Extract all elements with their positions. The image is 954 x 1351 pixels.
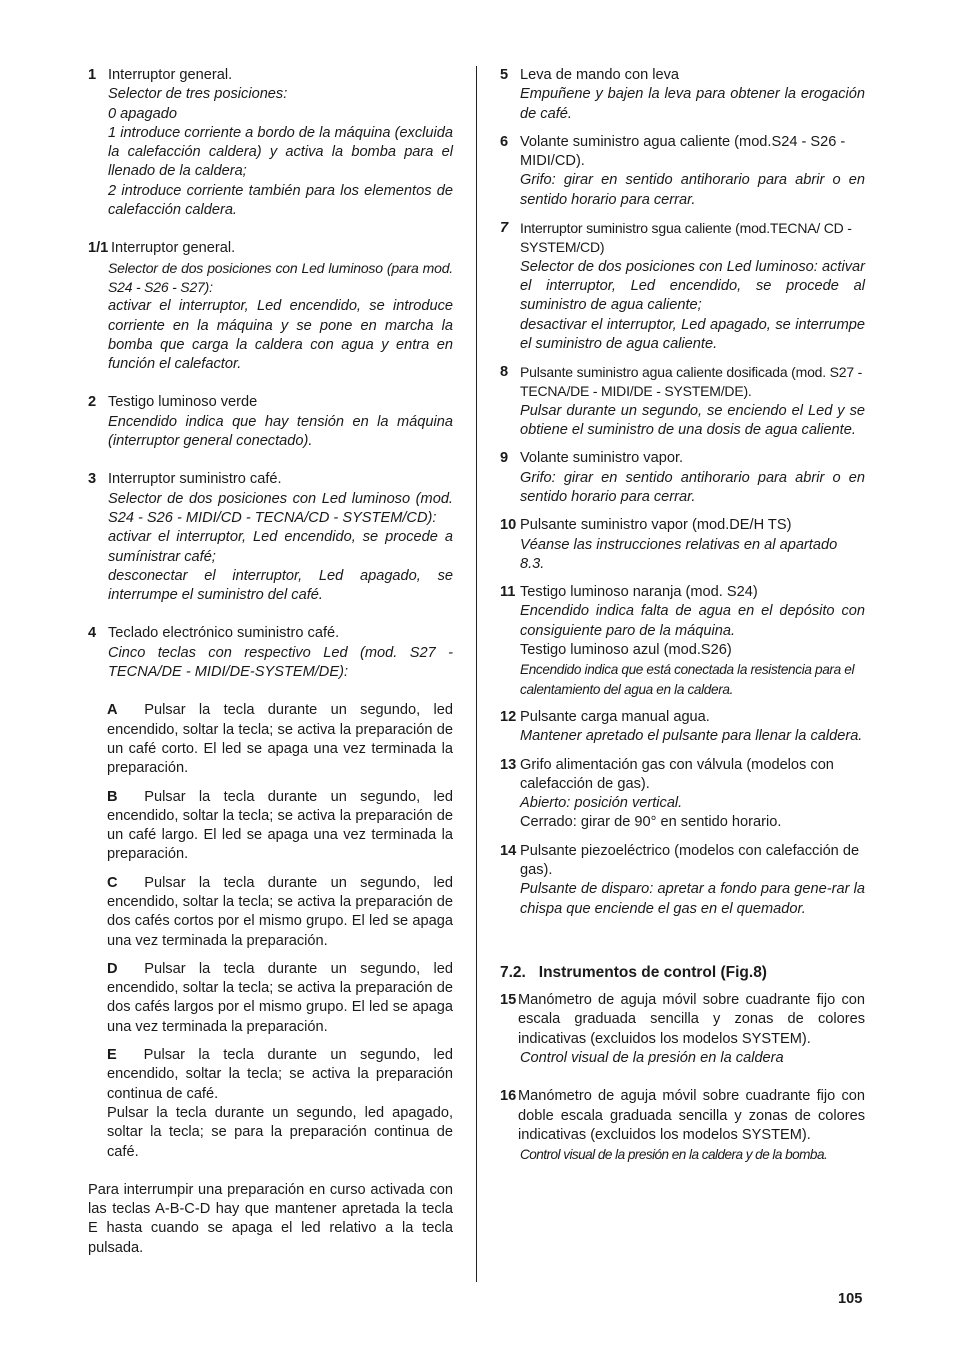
item-line: activar el interruptor, Led encendido, se introduce corriente en la máquina y se pone en marcha la bomba que carga la caldera con agua y entra en función el calefactor. (108, 298, 453, 373)
item-number: 6 (500, 133, 509, 150)
page-number: 105 (838, 1291, 863, 1307)
left-column (88, 66, 453, 1258)
key-description: Pulsar la tecla durante un segundo, led encendido, soltar la tecla; se activa la preparación de dos cafés cortos por el mismo grupo. El led se apaga una vez terminada la preparación. (107, 874, 454, 949)
item-line: 1 introduce corriente a bordo de la máquina (excluida la calefacción caldera) y activa la bomba para el llenado de la caldera; (108, 124, 453, 180)
item-line: Cerrado: girar de 90° en sentido horario. (520, 814, 782, 831)
item-title: Interruptor suministro sgua caliente (mod.TECNA/ CD - SYSTEM/CD) (520, 220, 852, 256)
right-column (500, 66, 865, 1165)
key-e (88, 1046, 453, 1162)
key-description: Pulsar la tecla durante un segundo, led encendido, soltar la tecla; se activa la preparación continua de café. (107, 1047, 454, 1102)
item-number: 8 (500, 364, 509, 381)
item-number: 2 (88, 394, 97, 411)
key-description: Pulsar la tecla durante un segundo, led apagado, soltar la tecla; se para la preparación continua de café. (107, 1104, 453, 1160)
closing-paragraph: Para interrumpir una preparación en curso activada con las teclas A-B-C-D hay que mantener apretada la tecla E hasta cuando se apaga el led relativo a la tecla pulsada. (88, 1181, 453, 1256)
item-title: Volante suministro agua caliente (mod.S24 - S26 - MIDI/CD). (520, 133, 846, 170)
item-line: Selector de dos posiciones con Led luminoso: activar el interruptor, Led encendido, se procede al suministro de agua caliente; (520, 258, 865, 314)
item-line: Selector de tres posiciones: (108, 86, 288, 103)
column-divider (476, 66, 477, 1282)
item-line: Empuñene y bajen la leva para obtener la erogación de café. (520, 86, 865, 122)
item-title: Manómetro de aguja móvil sobre cuadrante fijo con escala graduada sencilla y zonas de colores indicativas (excluidos los modelos SYSTEM). (518, 992, 865, 1047)
item-title: Testigo luminoso naranja (mod. S24) (520, 584, 758, 601)
item-line: activar el interruptor, Led encendido, se procede a sumínistrar café; (108, 529, 453, 565)
key-letter: A (107, 702, 118, 719)
item-1 (88, 66, 453, 220)
item-line: Pulsar durante un segundo, se enciendo el Led y se obtiene el suministro de una dosis de agua caliente. (520, 402, 865, 439)
item-number: 4 (88, 625, 97, 642)
item-14 (500, 842, 865, 919)
item-title: Pulsante suministro agua caliente dosificada (mod. S27 - TECNA/DE - MIDI/DE - SYSTEM/DE). (520, 364, 863, 400)
item-number: 9 (500, 450, 509, 467)
key-a (88, 701, 453, 778)
item-9 (500, 449, 865, 507)
item-line: Cinco teclas con respectivo Led (mod. S27 - TECNA/DE - MIDI/DE-SYSTEM/DE): (108, 644, 453, 681)
item-11 (500, 583, 865, 699)
item-number: 11 (500, 584, 516, 601)
item-line: Encendido indica falta de agua en el depósito con consiguiente paro de la máquina. (520, 603, 865, 639)
item-number: 5 (500, 67, 509, 83)
item-4 (88, 624, 453, 682)
item-line: Mantener apretado el pulsante para llenar la caldera. (520, 728, 863, 745)
item-13 (500, 756, 865, 833)
item-title: Interruptor suministro café. (108, 471, 282, 488)
item-8 (500, 363, 865, 440)
item-title: Teclado electrónico suministro café. (108, 625, 340, 642)
item-line: Selector de dos posiciones con Led luminoso (para mod. S24 - S26 - S27): (108, 259, 453, 295)
item-line: Selector de dos posiciones con Led luminoso (mod. S24 - S26 - MIDI/CD - TECNA/CD - SYSTEM/CD): (108, 490, 453, 526)
item-16 (500, 1087, 865, 1164)
item-6 (500, 133, 865, 210)
key-letter: B (107, 788, 118, 805)
item-line: Control visual de la presión en la caldera y de la bomba. (520, 1147, 828, 1163)
item-line: Abierto: posición vertical. (520, 795, 683, 812)
item-title: Manómetro de aguja móvil sobre cuadrante fijo con doble escala graduada sencilla y zonas de colores indicativas (excluidos los modelos SYSTEM). (518, 1088, 865, 1143)
item-line: Grifo: girar en sentido antihorario para abrir o en sentido horario para cerrar. (520, 172, 865, 208)
item-line: Control visual de la presión en la caldera (520, 1050, 784, 1067)
key-description: Pulsar la tecla durante un segundo, led encendido, soltar la tecla; se activa la preparación de un café corto. El led se apaga una vez terminada la preparación. (107, 702, 454, 777)
item-12 (500, 708, 865, 747)
item-number: 1 (88, 67, 97, 83)
item-number: 13 (500, 756, 517, 773)
item-line: Grifo: girar en sentido antihorario para abrir o en sentido horario para cerrar. (520, 469, 865, 505)
item-line: Véanse las instrucciones relativas en al apartado 8.3. (520, 536, 838, 572)
item-title: Leva de mando con leva (520, 67, 680, 83)
item-number: 7 (500, 220, 509, 237)
item-line: 0 apagado (108, 105, 177, 122)
key-description: Pulsar la tecla durante un segundo, led encendido, soltar la tecla; se activa la preparación de dos cafés largos por el mismo grupo. El led se apaga una vez terminada la preparación. (107, 960, 454, 1035)
item-number: 14 (500, 842, 517, 859)
item-title: Pulsante suministro vapor (mod.DE/H TS) (520, 517, 792, 534)
item-number: 16 (500, 1088, 517, 1105)
item-line: 2 introduce corriente también para los elementos de calefacción caldera. (108, 182, 453, 219)
item-15 (500, 991, 865, 1068)
item-number: 12 (500, 708, 517, 725)
item-title: Grifo alimentación gas con válvula (modelos con calefacción de gas). (520, 756, 834, 792)
item-title: Pulsante piezoeléctrico (modelos con calefacción de gas). (520, 842, 860, 878)
section-heading: 7.2. Instrumentos de control (Fig.8) (500, 963, 767, 981)
item-title: Testigo luminoso verde (108, 394, 258, 411)
item-line: Encendido indica que está conectada la resistencia para el calentamiento del agua en la caldera. (520, 662, 855, 697)
item-number: 1/1 (88, 240, 109, 257)
item-number: 3 (88, 471, 97, 488)
item-line: desconectar el interruptor, Led apagado, se interrumpe el suministro del café. (108, 567, 453, 604)
key-b (88, 788, 453, 865)
item-1-1 (88, 239, 453, 374)
item-title: Interruptor general. (108, 67, 233, 83)
item-title: Interruptor general. (111, 240, 236, 257)
item-10 (500, 516, 865, 574)
item-5 (500, 66, 865, 124)
key-c (88, 874, 453, 951)
key-letter: C (107, 874, 118, 891)
key-d (88, 960, 453, 1037)
item-number: 10 (500, 517, 517, 534)
item-line: Testigo luminoso azul (mod.S26) (520, 642, 732, 659)
item-title: Pulsante carga manual agua. (520, 708, 710, 725)
item-number: 15 (500, 992, 517, 1009)
item-7 (500, 219, 865, 354)
item-line: Pulsante de disparo: apretar a fondo para gene-rar la chispa que enciende el gas en el quemador. (520, 881, 865, 917)
item-line: Encendido indica que hay tensión en la máquina (interruptor general conectado). (108, 413, 453, 450)
key-letter: E (107, 1047, 117, 1064)
key-description: Pulsar la tecla durante un segundo, led encendido, soltar la tecla; se activa la preparación de un café largo. El led se apaga una vez terminada la preparación. (107, 788, 454, 863)
item-3 (88, 470, 453, 605)
item-title: Volante suministro vapor. (520, 450, 684, 467)
item-2 (88, 393, 453, 451)
item-line: desactivar el interruptor, Led apagado, se interrumpe el suministro de agua caliente. (520, 316, 865, 352)
key-letter: D (107, 960, 118, 977)
